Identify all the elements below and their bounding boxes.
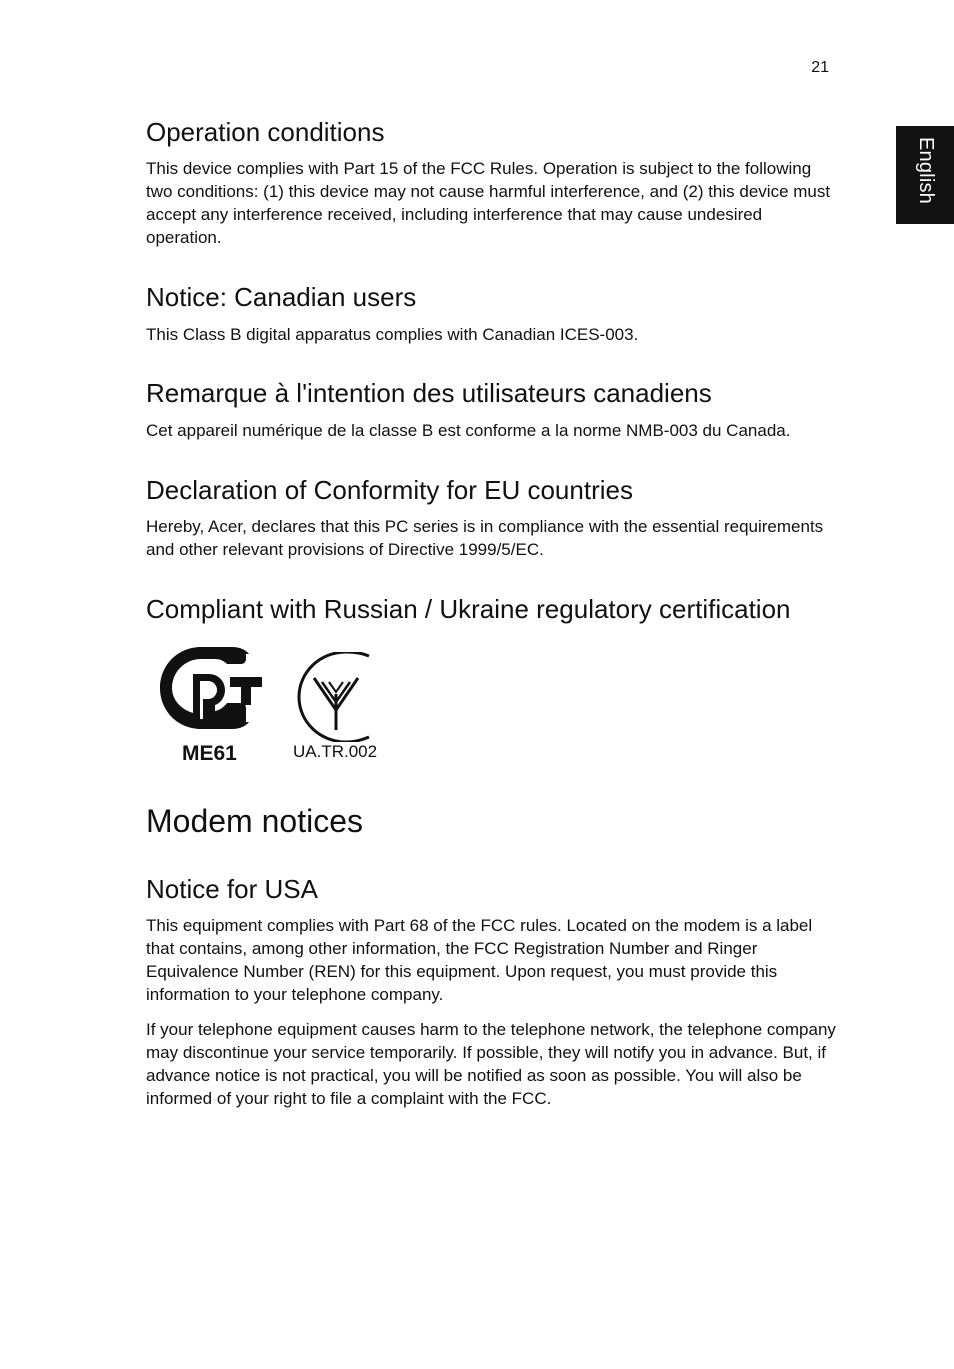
section-title-operation-conditions: Operation conditions — [146, 117, 385, 147]
ukraine-logo-caption: UA.TR.002 — [293, 742, 378, 761]
paragraph-operation-conditions: This device complies with Part 15 of the FCC Rules. Operation is subject to the following two conditions: (1) this device may not cause harmful interference, and (2) this device must accept any interference received, including interference that may cause undesired operation. — [146, 159, 831, 247]
section-title-eu-conformity: Declaration of Conformity for EU countries — [146, 475, 633, 505]
paragraph-usa-network-harm: If your telephone equipment causes harm to the telephone network, the telephone company may discontinue your service temporarily. If possible, they will notify you in advance. But, if advance notice is not practical, you will be notified as soon as possible. You will also be informed of your right to file a complaint with the FCC. — [146, 1020, 836, 1108]
section-title-canadian-users: Notice: Canadian users — [146, 282, 417, 312]
paragraph-eu-conformity: Hereby, Acer, declares that this PC series is in compliance with the essential requirements and other relevant provisions of Directive 1999/5/EC. — [146, 517, 824, 559]
chapter-title-modem-notices: Modem notices — [146, 803, 363, 839]
paragraph-canadian-users: This Class B digital apparatus complies with Canadian ICES-003. — [146, 325, 639, 344]
certification-logos — [146, 625, 836, 775]
ukraine-conformity-mark-icon — [296, 652, 376, 742]
page-content — [146, 116, 836, 1110]
page-number: 21 — [811, 59, 829, 76]
section-title-russian-ukraine: Compliant with Russian / Ukraine regulatory certification — [146, 594, 791, 624]
language-tab — [896, 126, 954, 224]
paragraph-remarque-canadiens: Cet appareil numérique de la classe B est conforme a la norme NMB-003 du Canada. — [146, 421, 791, 440]
gost-r-pct-logo-icon — [160, 647, 262, 729]
gost-logo-caption: ME61 — [182, 742, 237, 765]
section-title-notice-usa: Notice for USA — [146, 874, 318, 904]
language-tab-label: English — [915, 137, 937, 204]
paragraph-usa-part68: This equipment complies with Part 68 of the FCC rules. Located on the modem is a label that contains, among other information, the FCC Registration Number and Ringer Equivalence Number (REN) for this equipment. Upon request, you must provide this information to your telephone company. — [146, 916, 813, 1004]
section-title-remarque-canadiens: Remarque à l'intention des utilisateurs canadiens — [146, 378, 712, 408]
